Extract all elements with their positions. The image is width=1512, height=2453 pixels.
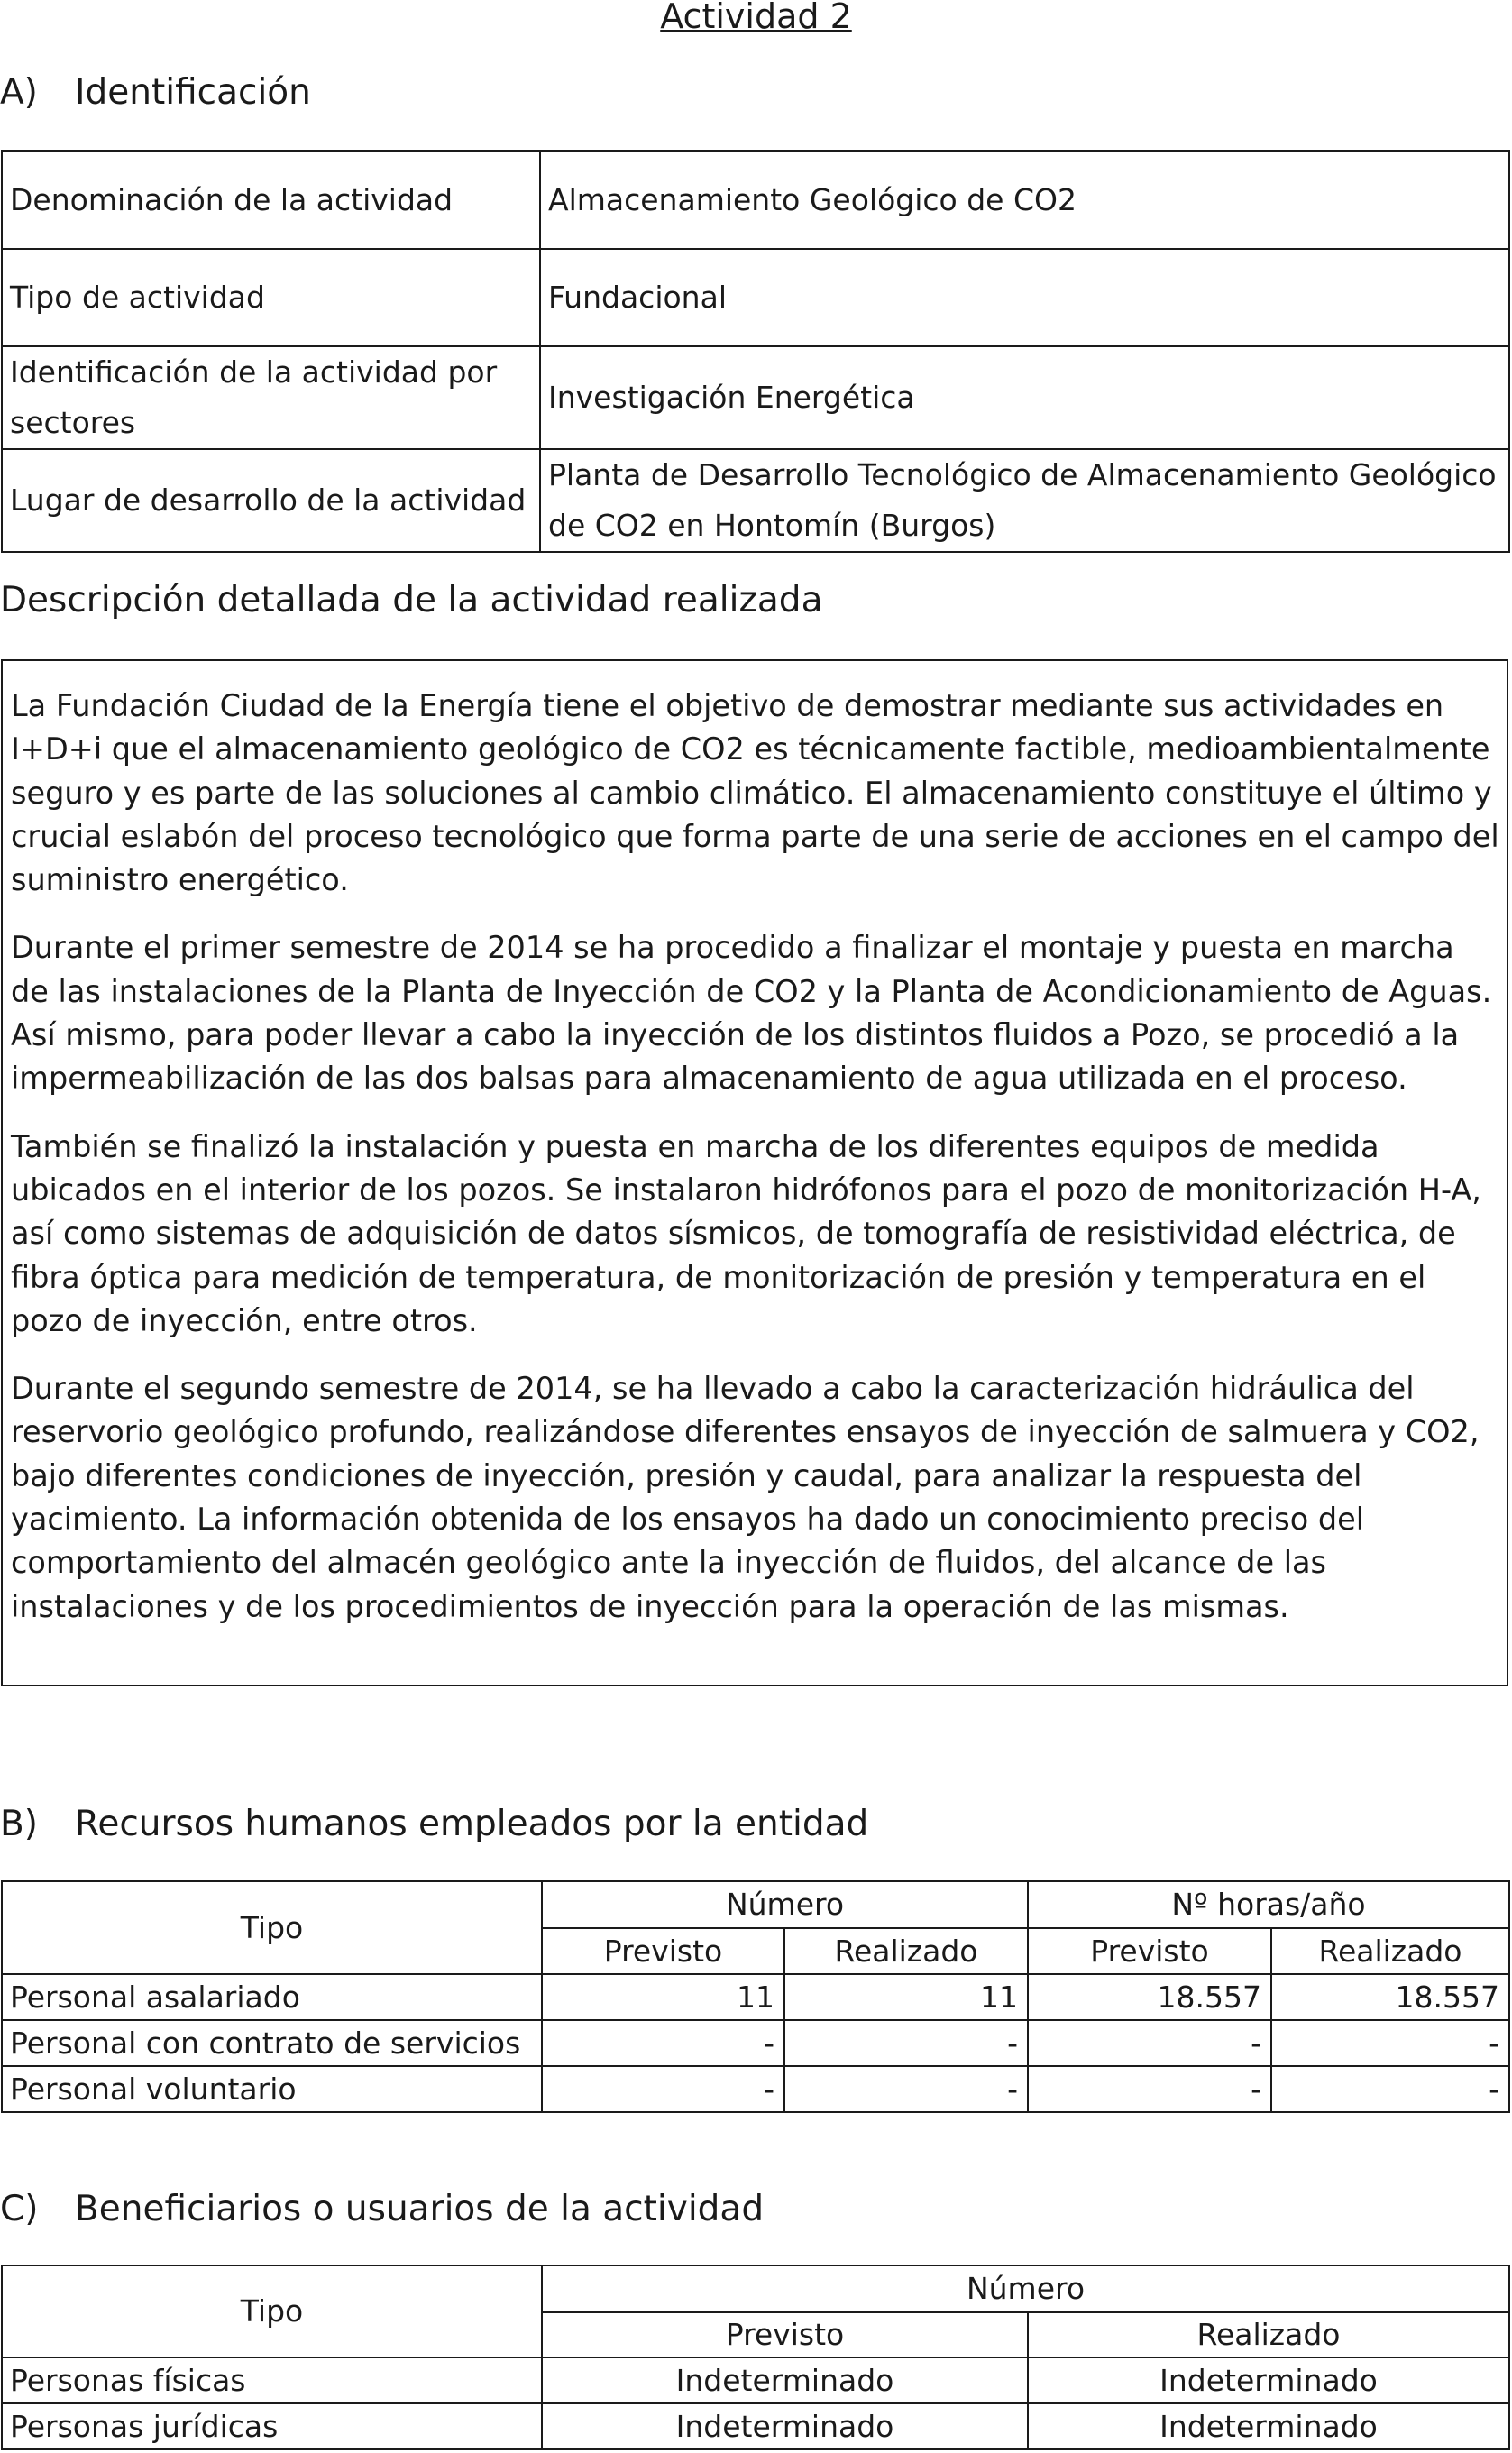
section-title: Recursos humanos empleados por la entidad — [75, 1804, 869, 1844]
group-horas-header: Nº horas/año — [1028, 1881, 1509, 1928]
ident-value: Planta de Desarrollo Tecnológico de Almacenamiento Geológico de CO2 en Hontomín (Burgos) — [540, 449, 1509, 552]
row-tipo: Personas físicas — [2, 2357, 542, 2403]
section-letter: C) — [0, 2189, 39, 2229]
sub-realizado-header: Realizado — [1028, 2312, 1509, 2357]
section-letter: B) — [0, 1804, 38, 1844]
table-row — [2, 249, 1509, 346]
cell-value: Indeterminado — [1028, 2403, 1509, 2449]
sub-realizado-header: Realizado — [1271, 1928, 1509, 1974]
cell-value: - — [1271, 2020, 1509, 2066]
table-row — [2, 2403, 1509, 2449]
ident-label: Denominación de la actividad — [2, 151, 540, 249]
cell-value: - — [1028, 2066, 1271, 2112]
sub-realizado-header: Realizado — [784, 1928, 1028, 1974]
section-title: Identificación — [75, 72, 311, 113]
section-a-heading — [0, 71, 311, 115]
cell-value: 11 — [542, 1974, 784, 2020]
col-tipo-header: Tipo — [2, 1881, 542, 1974]
sub-previsto-header: Previsto — [542, 1928, 784, 1974]
identification-table — [1, 150, 1510, 553]
human-resources-table — [1, 1880, 1510, 2113]
description-paragraph: Durante el segundo semestre de 2014, se ha llevado a cabo la caracterización hidráulica del reservorio geológico profundo, realizándose diferentes ensayos de inyección de salmuera y CO2, bajo diferentes condiciones de inyección, presión y caudal, para analizar la respuesta del yacimiento. La información obtenida de los ensayos ha dado un conocimiento preciso del comportamiento del almacén geológico ante la inyección de fluidos, del alcance de las instalaciones y de los procedimientos de inyección para la operación de las mismas. — [11, 1371, 1480, 1624]
sub-previsto-header: Previsto — [542, 2312, 1028, 2357]
table-header-row — [2, 2265, 1509, 2312]
cell-value: - — [1028, 2020, 1271, 2066]
section-b-heading — [0, 1803, 868, 1846]
table-row — [2, 2357, 1509, 2403]
description-paragraph: También se finalizó la instalación y puesta en marcha de los diferentes equipos de medida ubicados en el interior de los pozos. Se instalaron hidrófonos para el pozo de monitorización H-A, así como sistemas de adquisición de datos sísmicos, de tomografía de resistividad eléctrica, de fibra óptica para medición de temperatura, de monitorización de presión y temperatura en el pozo de inyección, entre otros. — [11, 1128, 1481, 1338]
cell-value: - — [784, 2066, 1028, 2112]
description-paragraph: La Fundación Ciudad de la Energía tiene el objetivo de demostrar mediante sus actividades en I+D+i que el almacenamiento geológico de CO2 es técnicamente factible, medioambientalmente seguro y es parte de las soluciones al cambio climático. El almacenamiento constituye el último y crucial eslabón del proceso tecnológico que forma parte de una serie de acciones en el campo del suministro energético. — [11, 688, 1499, 898]
ident-label: Identificación de la actividad por sectores — [2, 346, 540, 449]
description-paragraph: Durante el primer semestre de 2014 se ha procedido a finalizar el montaje y puesta en marcha de las instalaciones de la Planta de Inyección de CO2 y la Planta de Acondicionamiento de Aguas. Así mismo, para poder llevar a cabo la inyección de los distintos fluidos a Pozo, se procedió a la impermeabilización de las dos balsas para almacenamiento de agua utilizada en el proceso. — [11, 930, 1492, 1097]
table-row — [2, 151, 1509, 249]
section-title: Beneficiarios o usuarios de la actividad — [75, 2189, 765, 2229]
table-header-row — [2, 1881, 1509, 1928]
table-row — [2, 449, 1509, 552]
table-row — [2, 346, 1509, 449]
ident-label: Tipo de actividad — [2, 249, 540, 346]
ident-value: Almacenamiento Geológico de CO2 — [540, 151, 1509, 249]
row-tipo: Personas jurídicas — [2, 2403, 542, 2449]
cell-value: Indeterminado — [1028, 2357, 1509, 2403]
description-box — [1, 659, 1508, 1686]
table-row — [2, 2066, 1509, 2112]
cell-value: 18.557 — [1271, 1974, 1509, 2020]
cell-value: - — [1271, 2066, 1509, 2112]
cell-value: - — [784, 2020, 1028, 2066]
page-title: Actividad 2 — [660, 0, 852, 36]
row-tipo: Personal con contrato de servicios — [2, 2020, 542, 2066]
cell-value: Indeterminado — [542, 2403, 1028, 2449]
ident-label: Lugar de desarrollo de la actividad — [2, 449, 540, 552]
cell-value: 18.557 — [1028, 1974, 1271, 2020]
row-tipo: Personal asalariado — [2, 1974, 542, 2020]
cell-value: - — [542, 2066, 784, 2112]
sub-previsto-header: Previsto — [1028, 1928, 1271, 1974]
group-numero-header: Número — [542, 2265, 1509, 2312]
cell-value: - — [542, 2020, 784, 2066]
section-c-heading — [0, 2188, 764, 2231]
cell-value: 11 — [784, 1974, 1028, 2020]
beneficiaries-table — [1, 2265, 1510, 2450]
cell-value: Indeterminado — [542, 2357, 1028, 2403]
row-tipo: Personal voluntario — [2, 2066, 542, 2112]
ident-value: Fundacional — [540, 249, 1509, 346]
col-tipo-header: Tipo — [2, 2265, 542, 2357]
table-row — [2, 2020, 1509, 2066]
group-numero-header: Número — [542, 1881, 1028, 1928]
description-heading: Descripción detallada de la actividad realizada — [0, 580, 823, 620]
ident-value: Investigación Energética — [540, 346, 1509, 449]
section-letter: A) — [0, 72, 38, 113]
table-row — [2, 1974, 1509, 2020]
